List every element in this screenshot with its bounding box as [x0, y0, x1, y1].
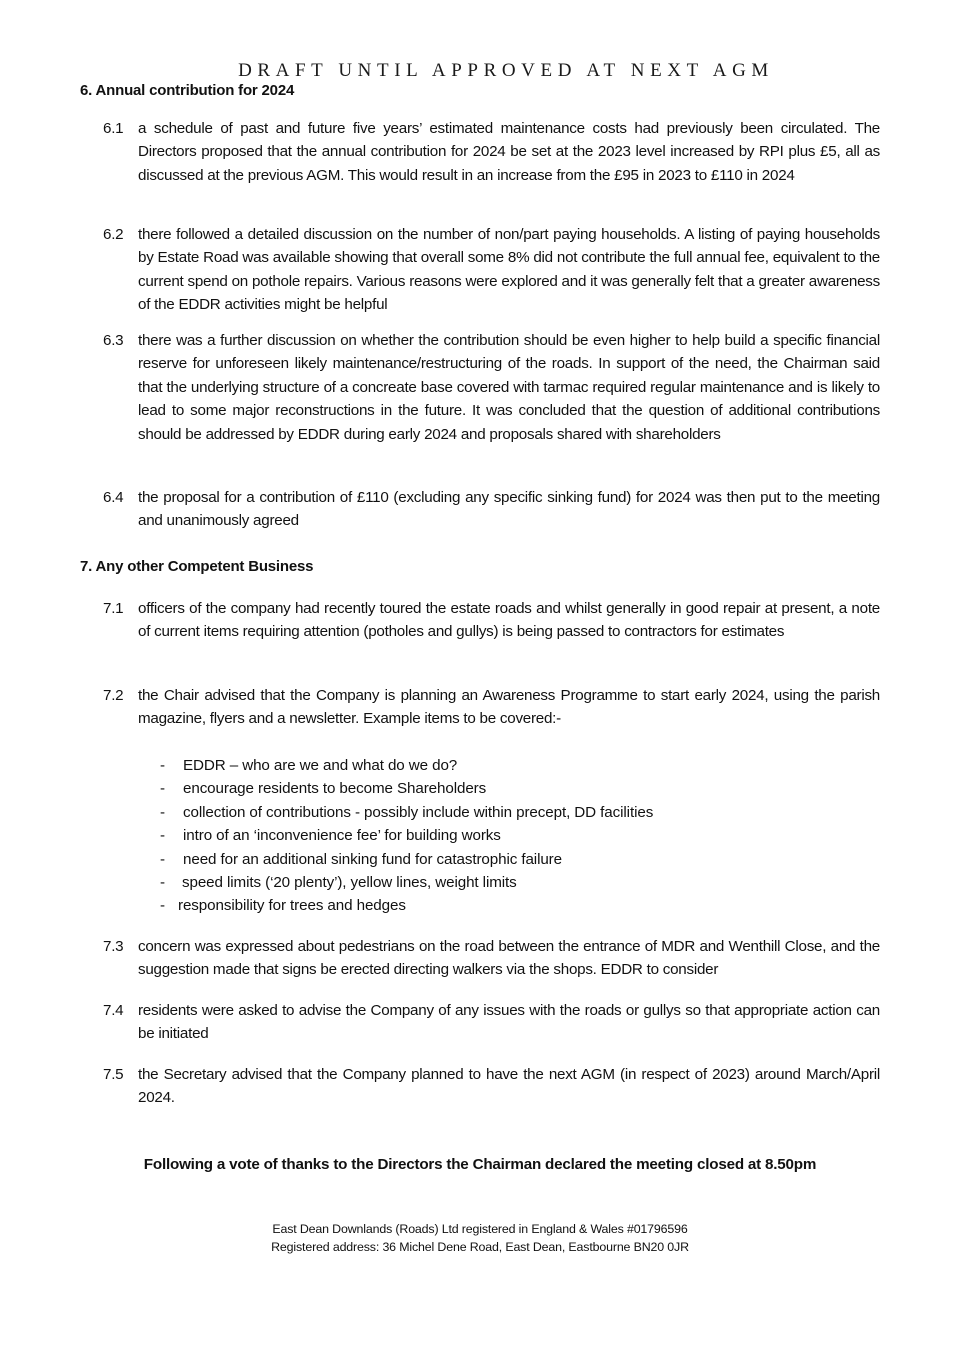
list-item-text: encourage residents to become Shareholders [183, 780, 487, 798]
item-number: 7.5 [103, 1066, 124, 1083]
list-item-text: responsibility for trees and hedges [178, 897, 406, 915]
item-text: officers of the company had recently toured the estate roads and whilst generally in good repair at present, a note of current items requiring attention (potholes and gullys) is being passed to contractors for estimates [138, 600, 880, 641]
bullet-dash: - [160, 803, 165, 821]
list-item-text: intro of an ‘inconvenience fee’ for building works [183, 827, 501, 845]
minute-item-7-1 [103, 597, 880, 644]
minute-item-6-3 [103, 329, 880, 446]
company-footer [0, 1220, 960, 1256]
item-text: there followed a detailed discussion on the number of non/part paying households. A listing of paying households by Estate Road was available showing that overall some 8% did not contribute the full annual fee, equivalent to the current spend on pothole repairs. Various reasons were explored and it was generally felt that a greater awareness of the EDDR activities might be helpful [138, 226, 880, 314]
item-text: the Chair advised that the Company is planning an Awareness Programme to start early 2024, using the parish magazine, flyers and a newsletter. Example items to be covered:- [138, 687, 880, 728]
section-heading-6: 6. Annual contribution for 2024 [80, 82, 295, 99]
item-number: 6.4 [103, 489, 124, 506]
item-number: 6.3 [103, 332, 124, 349]
list-item-text: EDDR – who are we and what do we do? [183, 757, 458, 774]
item-text: the proposal for a contribution of £110 (excluding any specific sinking fund) for 2024 was then put to the meeting and unanimously agreed [138, 489, 880, 530]
footer-registration: East Dean Downlands (Roads) Ltd registered in England & Wales #01796596 [272, 1222, 688, 1236]
item-number: 7.2 [103, 687, 124, 704]
item-number: 7.1 [103, 600, 124, 617]
item-text: concern was expressed about pedestrians on the road between the entrance of MDR and Wenthill Close, and the suggestion made that signs be erected directing walkers via the shops. EDDR to consider [138, 938, 880, 979]
bullet-dash: - [160, 757, 165, 774]
item-number: 6.1 [103, 120, 124, 137]
section-heading-7: 7. Any other Competent Business [80, 558, 314, 575]
draft-watermark: DRAFT UNTIL APPROVED AT NEXT AGM [238, 60, 774, 81]
footer-address: Registered address: 36 Michel Dene Road, East Dean, Eastbourne BN20 0JR [271, 1240, 689, 1254]
minute-item-6-2 [103, 223, 880, 317]
item-text: the Secretary advised that the Company planned to have the next AGM (in respect of 2023) around March/April 2024. [138, 1066, 880, 1107]
bullet-dash: - [160, 827, 165, 845]
bullet-dash: - [160, 873, 165, 891]
minute-item-7-3 [103, 935, 880, 982]
bullet-dash: - [160, 780, 165, 798]
item-text: there was a further discussion on whether the contribution should be even higher to help build a specific financial reserve for unforeseen likely maintenance/restructuring of the roads. In support of the need, the Chairman said that the underlying structure of a concreate base covered with tarmac required regular maintenance and is likely to lead to some major reconstructions in the future. It was concluded that the question of additional contributions should be addressed by EDDR during early 2024 and proposals shared with shareholders [138, 332, 880, 443]
minute-item-6-1 [103, 117, 880, 187]
bullet-dash: - [160, 897, 165, 915]
bullet-dash: - [160, 850, 165, 868]
list-item-text: need for an additional sinking fund for catastrophic failure [183, 850, 562, 868]
minute-item-6-4 [103, 486, 880, 533]
minute-item-7-5 [103, 1063, 880, 1110]
item-number: 7.4 [103, 1002, 124, 1019]
item-text: a schedule of past and future five years’ estimated maintenance costs had previously been circulated. The Directors proposed that the annual contribution for 2024 be set at the 2023 level increased by RPI plus £5, all as discussed at the previous AGM. This would result in an increase from the £95 in 2023 to £110 in 2024 [138, 120, 880, 184]
minute-item-7-4 [103, 999, 880, 1046]
item-text: residents were asked to advise the Company of any issues with the roads or gullys so that appropriate action can be initiated [138, 1002, 880, 1043]
list-item-text: collection of contributions - possibly include within precept, DD facilities [183, 803, 654, 821]
item-number: 6.2 [103, 226, 124, 243]
list-item-text: speed limits (‘20 plenty’), yellow lines, weight limits [182, 873, 517, 891]
item-number: 7.3 [103, 938, 124, 955]
minute-item-7-2 [103, 684, 880, 731]
meeting-closing-statement: Following a vote of thanks to the Directors the Chairman declared the meeting closed at 8.50pm [143, 1156, 817, 1173]
